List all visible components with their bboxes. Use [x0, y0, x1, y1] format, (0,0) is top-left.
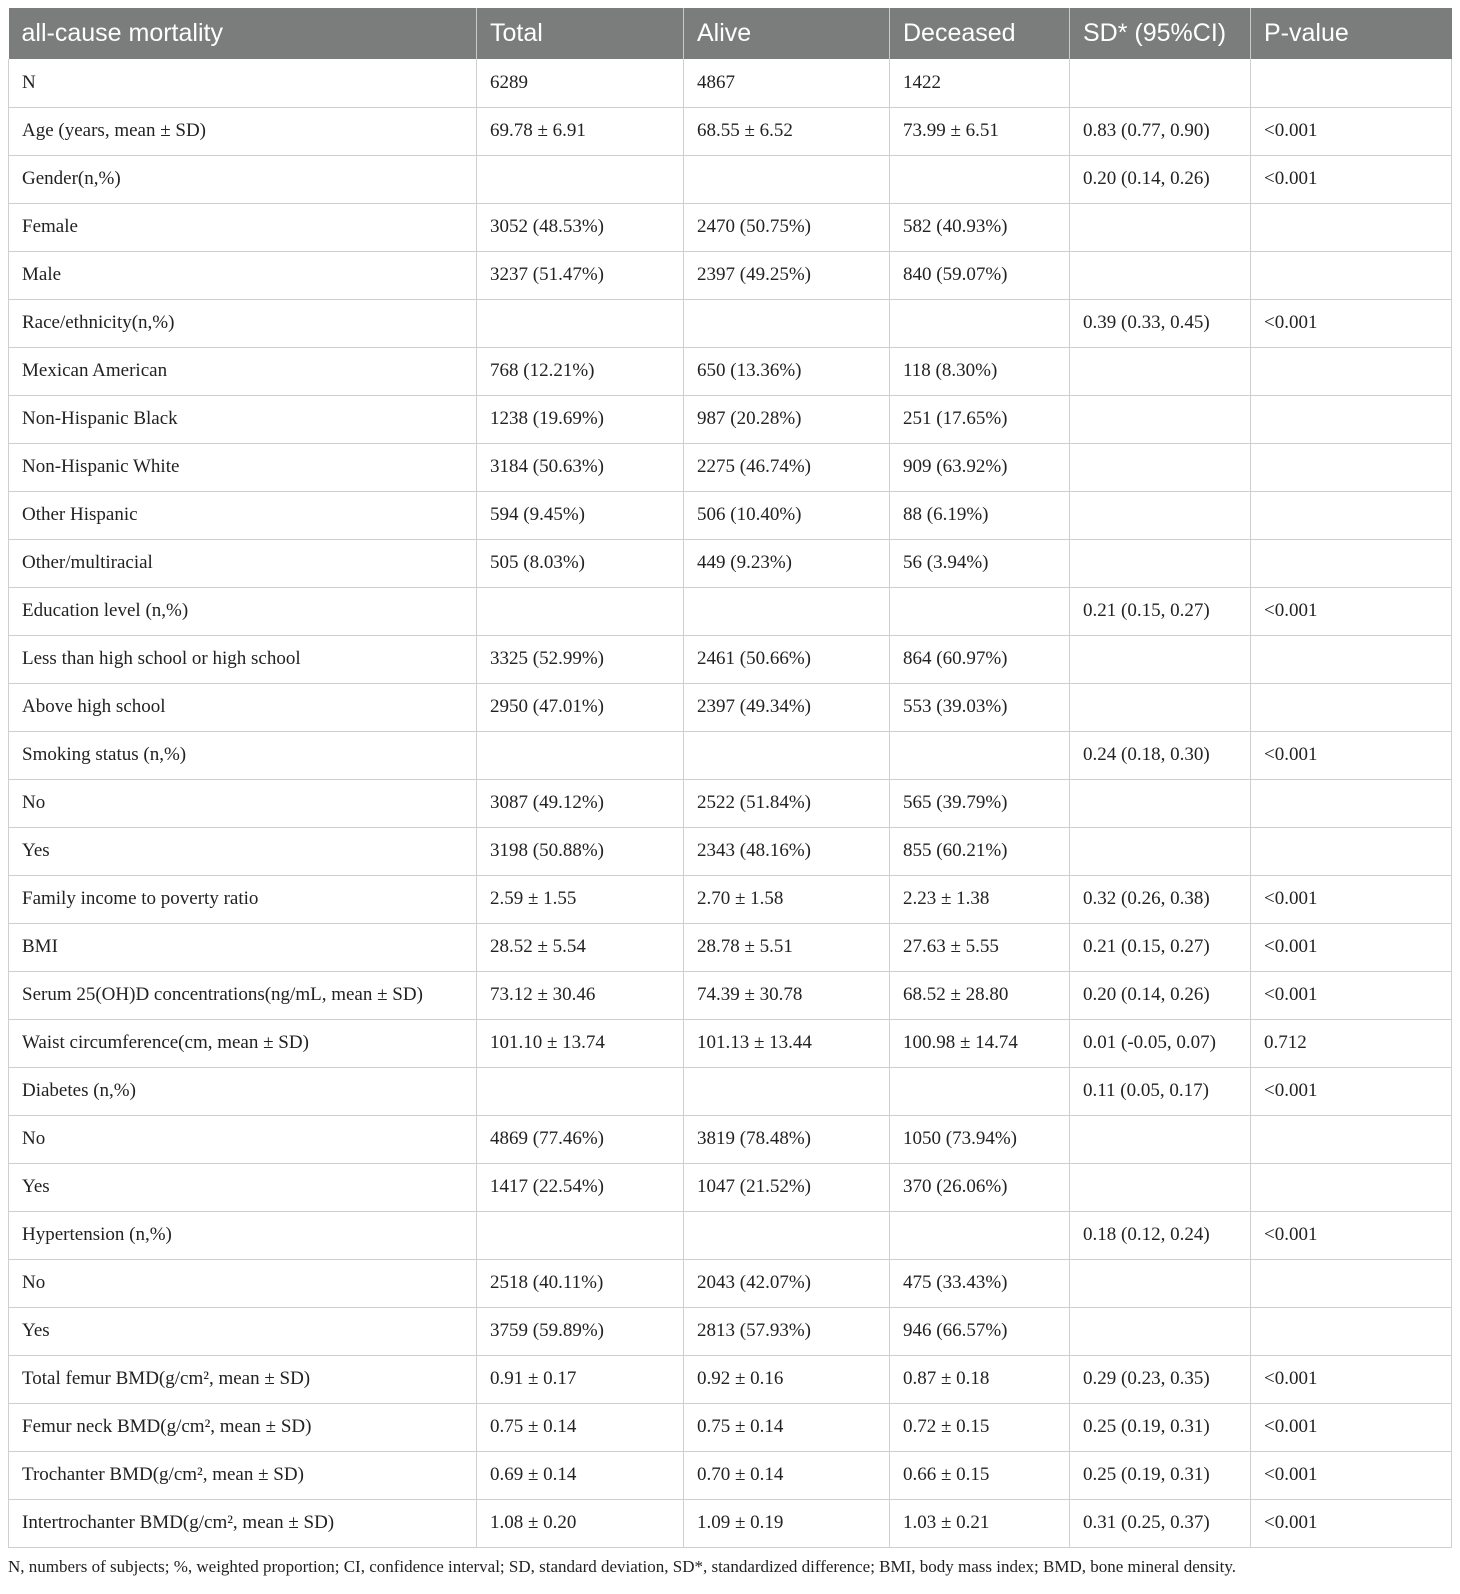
table-row [9, 1211, 1452, 1259]
table-cell: 4867 [684, 59, 890, 107]
table-row [9, 1403, 1452, 1451]
table-cell: 28.78 ± 5.51 [684, 923, 890, 971]
table-cell [1251, 59, 1452, 107]
table-cell: <0.001 [1251, 1499, 1452, 1547]
table-cell [1070, 443, 1251, 491]
row-label: Intertrochanter BMD(g/cm², mean ± SD) [9, 1499, 477, 1547]
table-cell: 505 (8.03%) [477, 539, 684, 587]
table-cell [890, 299, 1070, 347]
table-cell [1251, 683, 1452, 731]
table-cell [684, 587, 890, 635]
row-label: Yes [9, 827, 477, 875]
table-cell: 0.11 (0.05, 0.17) [1070, 1067, 1251, 1115]
table-cell: 2950 (47.01%) [477, 683, 684, 731]
table-cell: 565 (39.79%) [890, 779, 1070, 827]
row-label: N [9, 59, 477, 107]
table-cell [1251, 347, 1452, 395]
column-header: SD* (95%CI) [1070, 8, 1251, 59]
table-cell [1251, 1307, 1452, 1355]
table-cell [1070, 683, 1251, 731]
table-cell [684, 1211, 890, 1259]
table-cell: 88 (6.19%) [890, 491, 1070, 539]
table-row [9, 1019, 1452, 1067]
table-cell: 1238 (19.69%) [477, 395, 684, 443]
table-cell: 0.20 (0.14, 0.26) [1070, 155, 1251, 203]
table-cell: 251 (17.65%) [890, 395, 1070, 443]
row-label: Yes [9, 1163, 477, 1211]
table-cell: 0.70 ± 0.14 [684, 1451, 890, 1499]
mortality-table [8, 8, 1452, 1548]
table-cell: 68.52 ± 28.80 [890, 971, 1070, 1019]
row-label: Non-Hispanic Black [9, 395, 477, 443]
table-cell: 0.66 ± 0.15 [890, 1451, 1070, 1499]
table-row [9, 923, 1452, 971]
table-cell: 27.63 ± 5.55 [890, 923, 1070, 971]
row-label: Race/ethnicity(n,%) [9, 299, 477, 347]
row-label: Non-Hispanic White [9, 443, 477, 491]
table-cell: 68.55 ± 6.52 [684, 107, 890, 155]
table-cell [1070, 1163, 1251, 1211]
table-cell: 0.18 (0.12, 0.24) [1070, 1211, 1251, 1259]
table-cell: 73.12 ± 30.46 [477, 971, 684, 1019]
table-row [9, 779, 1452, 827]
table-cell: 946 (66.57%) [890, 1307, 1070, 1355]
table-row [9, 59, 1452, 107]
row-label: No [9, 1115, 477, 1163]
table-row [9, 395, 1452, 443]
table-row [9, 1067, 1452, 1115]
table-cell: 506 (10.40%) [684, 491, 890, 539]
table-cell [1251, 395, 1452, 443]
row-label: Hypertension (n,%) [9, 1211, 477, 1259]
row-label: Other/multiracial [9, 539, 477, 587]
table-row [9, 1259, 1452, 1307]
table-row [9, 539, 1452, 587]
row-label: Femur neck BMD(g/cm², mean ± SD) [9, 1403, 477, 1451]
table-cell: 0.21 (0.15, 0.27) [1070, 587, 1251, 635]
table-cell: 0.20 (0.14, 0.26) [1070, 971, 1251, 1019]
table-row [9, 1307, 1452, 1355]
table-cell: 118 (8.30%) [890, 347, 1070, 395]
table-cell: 73.99 ± 6.51 [890, 107, 1070, 155]
table-cell [1070, 59, 1251, 107]
table-cell [684, 299, 890, 347]
table-cell: 864 (60.97%) [890, 635, 1070, 683]
row-label: Yes [9, 1307, 477, 1355]
table-cell [890, 1067, 1070, 1115]
table-cell: 987 (20.28%) [684, 395, 890, 443]
table-container [8, 8, 1451, 1577]
table-cell: 0.32 (0.26, 0.38) [1070, 875, 1251, 923]
table-cell: 2397 (49.34%) [684, 683, 890, 731]
row-label: Female [9, 203, 477, 251]
table-cell [477, 299, 684, 347]
table-row [9, 827, 1452, 875]
table-cell: 0.83 (0.77, 0.90) [1070, 107, 1251, 155]
table-cell: 840 (59.07%) [890, 251, 1070, 299]
table-cell: 650 (13.36%) [684, 347, 890, 395]
table-cell [1070, 635, 1251, 683]
table-cell: 0.25 (0.19, 0.31) [1070, 1451, 1251, 1499]
table-row [9, 299, 1452, 347]
table-cell: 74.39 ± 30.78 [684, 971, 890, 1019]
table-cell [477, 1067, 684, 1115]
row-label: Less than high school or high school [9, 635, 477, 683]
table-cell [684, 731, 890, 779]
table-cell [684, 1067, 890, 1115]
table-cell: 0.01 (-0.05, 0.07) [1070, 1019, 1251, 1067]
table-cell: 1.09 ± 0.19 [684, 1499, 890, 1547]
table-row [9, 875, 1452, 923]
table-cell: 0.91 ± 0.17 [477, 1355, 684, 1403]
table-cell: <0.001 [1251, 1451, 1452, 1499]
table-cell: 28.52 ± 5.54 [477, 923, 684, 971]
table-cell [477, 1211, 684, 1259]
header-row [9, 8, 1452, 59]
table-cell: 56 (3.94%) [890, 539, 1070, 587]
table-cell: 0.75 ± 0.14 [684, 1403, 890, 1451]
table-row [9, 491, 1452, 539]
table-cell [1251, 1163, 1452, 1211]
table-cell [1070, 203, 1251, 251]
table-cell: 2343 (48.16%) [684, 827, 890, 875]
table-cell: 582 (40.93%) [890, 203, 1070, 251]
table-cell [1070, 347, 1251, 395]
column-header: Deceased [890, 8, 1070, 59]
row-label: Male [9, 251, 477, 299]
table-row [9, 731, 1452, 779]
table-cell: 2470 (50.75%) [684, 203, 890, 251]
table-cell: 0.69 ± 0.14 [477, 1451, 684, 1499]
table-row [9, 347, 1452, 395]
table-cell: <0.001 [1251, 107, 1452, 155]
table-cell: 6289 [477, 59, 684, 107]
row-label: Diabetes (n,%) [9, 1067, 477, 1115]
table-cell: 1422 [890, 59, 1070, 107]
row-label: BMI [9, 923, 477, 971]
table-cell: 69.78 ± 6.91 [477, 107, 684, 155]
table-cell: <0.001 [1251, 155, 1452, 203]
table-cell [477, 155, 684, 203]
table-cell: 594 (9.45%) [477, 491, 684, 539]
row-label: Other Hispanic [9, 491, 477, 539]
table-cell: 855 (60.21%) [890, 827, 1070, 875]
row-label: Trochanter BMD(g/cm², mean ± SD) [9, 1451, 477, 1499]
table-cell [890, 731, 1070, 779]
table-cell [1251, 539, 1452, 587]
table-cell: 3184 (50.63%) [477, 443, 684, 491]
table-cell: <0.001 [1251, 923, 1452, 971]
row-label: Serum 25(OH)D concentrations(ng/mL, mean ± SD) [9, 971, 477, 1019]
table-cell: 370 (26.06%) [890, 1163, 1070, 1211]
table-cell: 101.10 ± 13.74 [477, 1019, 684, 1067]
table-row [9, 1163, 1452, 1211]
table-cell: 3052 (48.53%) [477, 203, 684, 251]
column-header: Total [477, 8, 684, 59]
row-label: Family income to poverty ratio [9, 875, 477, 923]
table-cell: 3325 (52.99%) [477, 635, 684, 683]
table-cell: 2043 (42.07%) [684, 1259, 890, 1307]
table-cell [1251, 827, 1452, 875]
table-cell [1070, 1307, 1251, 1355]
table-cell: <0.001 [1251, 875, 1452, 923]
table-cell [1070, 1259, 1251, 1307]
row-label: Waist circumference(cm, mean ± SD) [9, 1019, 477, 1067]
table-cell: 0.29 (0.23, 0.35) [1070, 1355, 1251, 1403]
table-cell: 3198 (50.88%) [477, 827, 684, 875]
table-row [9, 107, 1452, 155]
table-cell: 553 (39.03%) [890, 683, 1070, 731]
table-row [9, 1499, 1452, 1547]
table-cell [1070, 1115, 1251, 1163]
table-row [9, 1451, 1452, 1499]
table-cell: 2.59 ± 1.55 [477, 875, 684, 923]
table-cell: <0.001 [1251, 587, 1452, 635]
row-label: Education level (n,%) [9, 587, 477, 635]
table-cell [1251, 203, 1452, 251]
table-cell [1251, 491, 1452, 539]
column-header: Alive [684, 8, 890, 59]
table-cell: 2461 (50.66%) [684, 635, 890, 683]
table-cell [1070, 251, 1251, 299]
table-row [9, 1115, 1452, 1163]
table-cell: <0.001 [1251, 971, 1452, 1019]
table-cell: 3759 (59.89%) [477, 1307, 684, 1355]
table-row [9, 683, 1452, 731]
table-cell [684, 155, 890, 203]
table-row [9, 155, 1452, 203]
table-cell: 4869 (77.46%) [477, 1115, 684, 1163]
table-cell: 1047 (21.52%) [684, 1163, 890, 1211]
table-cell: 909 (63.92%) [890, 443, 1070, 491]
table-cell: 2397 (49.25%) [684, 251, 890, 299]
table-row [9, 251, 1452, 299]
table-cell: 0.72 ± 0.15 [890, 1403, 1070, 1451]
table-cell: 768 (12.21%) [477, 347, 684, 395]
table-cell: 0.87 ± 0.18 [890, 1355, 1070, 1403]
table-cell: 3237 (51.47%) [477, 251, 684, 299]
table-cell [1251, 779, 1452, 827]
table-cell [1251, 251, 1452, 299]
table-cell [1251, 635, 1452, 683]
table-cell: 0.712 [1251, 1019, 1452, 1067]
table-cell: 1.08 ± 0.20 [477, 1499, 684, 1547]
table-body [9, 59, 1452, 1547]
table-cell [890, 587, 1070, 635]
row-label: Age (years, mean ± SD) [9, 107, 477, 155]
table-cell: 475 (33.43%) [890, 1259, 1070, 1307]
table-cell [1070, 491, 1251, 539]
table-cell: <0.001 [1251, 1211, 1452, 1259]
table-cell: 0.21 (0.15, 0.27) [1070, 923, 1251, 971]
table-row [9, 203, 1452, 251]
row-label: Gender(n,%) [9, 155, 477, 203]
row-label: Total femur BMD(g/cm², mean ± SD) [9, 1355, 477, 1403]
table-cell: 2275 (46.74%) [684, 443, 890, 491]
row-label: Smoking status (n,%) [9, 731, 477, 779]
row-label: Mexican American [9, 347, 477, 395]
table-cell: <0.001 [1251, 731, 1452, 779]
table-cell: 449 (9.23%) [684, 539, 890, 587]
table-cell: 3819 (78.48%) [684, 1115, 890, 1163]
table-cell: 2522 (51.84%) [684, 779, 890, 827]
table-row [9, 443, 1452, 491]
table-cell: 0.25 (0.19, 0.31) [1070, 1403, 1251, 1451]
table-cell: 0.31 (0.25, 0.37) [1070, 1499, 1251, 1547]
table-cell: 2.23 ± 1.38 [890, 875, 1070, 923]
table-footnote: N, numbers of subjects; %, weighted proportion; CI, confidence interval; SD, standard deviation, SD*, standardized difference; BMI, body mass index; BMD, bone mineral density. [8, 1556, 1236, 1576]
table-cell [477, 731, 684, 779]
table-cell: 0.24 (0.18, 0.30) [1070, 731, 1251, 779]
table-cell [890, 1211, 1070, 1259]
row-label: No [9, 1259, 477, 1307]
table-cell: 2518 (40.11%) [477, 1259, 684, 1307]
table-cell [1070, 827, 1251, 875]
table-cell: <0.001 [1251, 1067, 1452, 1115]
table-row [9, 587, 1452, 635]
table-cell [1251, 1259, 1452, 1307]
table-cell: <0.001 [1251, 299, 1452, 347]
row-label: Above high school [9, 683, 477, 731]
table-cell [1070, 395, 1251, 443]
table-cell: 0.39 (0.33, 0.45) [1070, 299, 1251, 347]
table-cell [1070, 779, 1251, 827]
table-cell: 2813 (57.93%) [684, 1307, 890, 1355]
table-cell: <0.001 [1251, 1403, 1452, 1451]
column-header: all-cause mortality [9, 8, 477, 59]
column-header: P-value [1251, 8, 1452, 59]
table-row [9, 1355, 1452, 1403]
table-cell: 0.92 ± 0.16 [684, 1355, 890, 1403]
table-cell [1251, 443, 1452, 491]
table-cell [890, 155, 1070, 203]
table-cell: 0.75 ± 0.14 [477, 1403, 684, 1451]
table-row [9, 971, 1452, 1019]
row-label: No [9, 779, 477, 827]
table-cell: 2.70 ± 1.58 [684, 875, 890, 923]
table-cell: <0.001 [1251, 1355, 1452, 1403]
table-cell: 1050 (73.94%) [890, 1115, 1070, 1163]
table-cell [1251, 1115, 1452, 1163]
table-cell [1070, 539, 1251, 587]
table-cell: 1.03 ± 0.21 [890, 1499, 1070, 1547]
table-cell: 1417 (22.54%) [477, 1163, 684, 1211]
table-cell [477, 587, 684, 635]
table-cell: 101.13 ± 13.44 [684, 1019, 890, 1067]
table-cell: 3087 (49.12%) [477, 779, 684, 827]
table-cell: 100.98 ± 14.74 [890, 1019, 1070, 1067]
table-row [9, 635, 1452, 683]
